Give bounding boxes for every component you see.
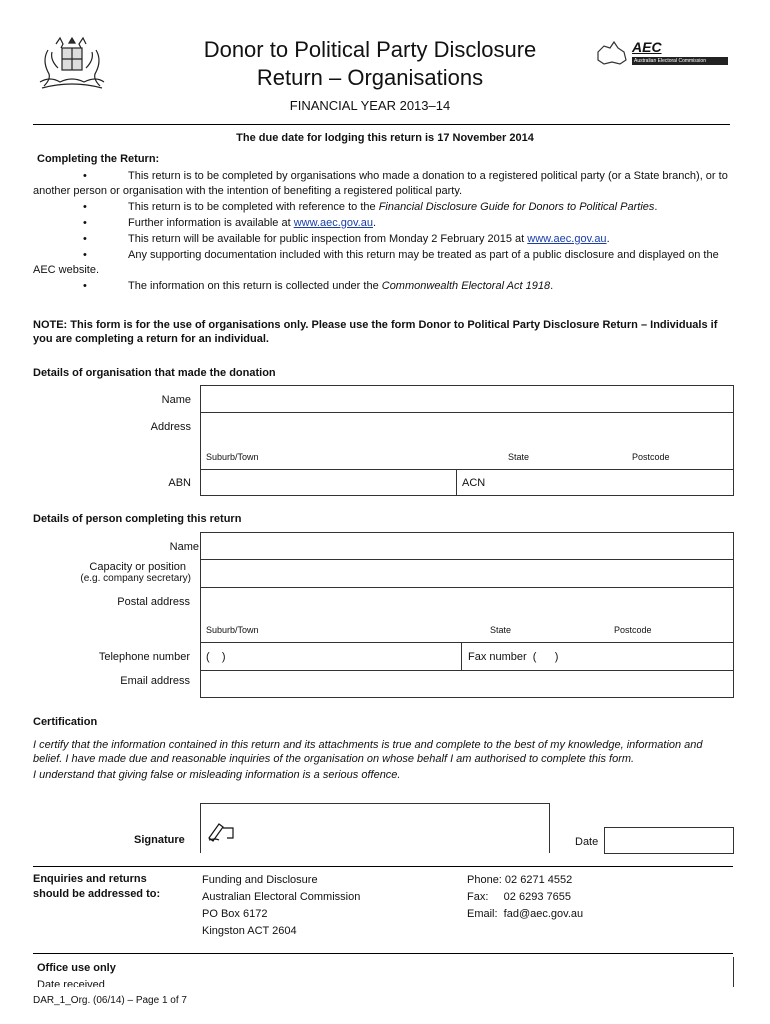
postal-address-block [202, 872, 360, 940]
instruction-text: Any supporting documentation included with this return may be treated as part of a public disclosure and displayed on the AEC website. [33, 249, 719, 276]
coat-of-arms-logo [34, 34, 110, 98]
enquiries-label-line: should be addressed to: [33, 888, 161, 900]
email-label: Email address [120, 675, 190, 687]
signature-label: Signature [134, 834, 185, 846]
abn-label: ABN [168, 477, 191, 489]
org-address-label: Address [150, 421, 191, 433]
aec-logo-text: AEC [632, 39, 662, 55]
fax-label: Fax number ( ) [468, 651, 559, 663]
signature-field[interactable] [200, 803, 550, 853]
offence-warning: I understand that giving false or misleading information is a serious offence. [33, 769, 401, 781]
org-state-label: State [508, 452, 530, 462]
address-line: Australian Electoral Commission [202, 891, 361, 903]
office-use-heading: Office use only [37, 962, 116, 974]
instruction-text: This return is to be completed by organisations who made a donation to a registered political party (or a State branch), or to another person or organisation with the intention of benefiting a registered political party. [33, 170, 728, 197]
telephone-field[interactable] [200, 642, 462, 671]
telephone-value: ( ) [206, 651, 226, 663]
contact-block [467, 872, 583, 923]
person-postcode-label: Postcode [614, 625, 652, 635]
form-title [150, 36, 590, 92]
org-section-heading: Details of organisation that made the donation [33, 367, 276, 379]
instruction-text: . [606, 233, 610, 245]
contact-email[interactable]: Email: fad@aec.gov.au [467, 908, 584, 920]
postal-address-label: Postal address [117, 596, 190, 608]
aec-website-link[interactable]: www.aec.gov.au [293, 217, 373, 229]
instruction-item: • Any supporting documentation included with this return may be treated as part of a public disclosure and displayed on the AEC website. [33, 249, 719, 276]
office-use-box [33, 957, 734, 987]
instruction-item: • The information on this return is collected under the Commonwealth Electoral Act 1918. [83, 280, 554, 292]
form-title-line1: Donor to Political Party Disclosure [203, 37, 537, 62]
instruction-item: • This return will be available for public inspection from Monday 2 February 2015 at www.aec.gov.au. [83, 233, 610, 245]
instruction-text: . [372, 217, 377, 229]
instruction-item: • This return is to be completed by organisations who made a donation to a registered political party (or a State branch), or to another person or organisation with the intention of benefiting a registered political party. [33, 170, 728, 197]
instruction-text: This return will be available for public inspection from Monday 2 February 2015 at [128, 233, 528, 245]
instruction-item: • Further information is available at www.aec.gov.au. [83, 217, 377, 229]
person-suburb-label: Suburb/Town [206, 625, 259, 635]
postal-address-field[interactable] [200, 587, 734, 643]
enquiries-label [33, 872, 160, 902]
instruction-text: . [654, 201, 658, 213]
contact-fax: Fax: 02 6293 7655 [467, 891, 571, 903]
acn-field[interactable] [456, 469, 734, 496]
act-title: Commonwealth Electoral Act 1918 [381, 280, 551, 292]
certification-statement [33, 738, 733, 782]
person-name-field[interactable] [200, 532, 734, 560]
enquiries-rule [33, 866, 733, 867]
aec-logo-subtext: Australian Electoral Commission [632, 57, 728, 65]
date-received-label: Date received [37, 979, 105, 987]
certification-text: I certify that the information contained in this return and its attachments is true and complete to the best of my knowledge, information and belief. I have made due and reasonable inquiries of the organisation on whose behalf I am authorised to complete this form. [33, 739, 703, 765]
capacity-hint: (e.g. company secretary) [80, 573, 191, 584]
certification-heading: Certification [33, 716, 98, 728]
instruction-text: . [550, 280, 554, 292]
date-field[interactable] [604, 827, 734, 854]
australia-map-icon [594, 40, 628, 66]
person-name-label: Name [169, 541, 199, 553]
due-date-notice: The due date for lodging this return is 17 November 2014 [236, 132, 534, 144]
org-name-label: Name [161, 394, 191, 406]
enquiries-label-line: Enquiries and returns [33, 873, 147, 885]
signature-pen-icon [207, 820, 241, 842]
aec-website-link[interactable]: www.aec.gov.au [527, 233, 607, 245]
date-label: Date [575, 836, 599, 848]
address-line: PO Box 6172 [202, 908, 268, 920]
instruction-text: Further information is available at [128, 217, 294, 229]
address-line: Funding and Disclosure [202, 874, 318, 886]
abn-field[interactable] [200, 469, 457, 496]
completing-heading: Completing the Return: [37, 153, 160, 165]
person-section-heading: Details of person completing this return [33, 513, 242, 525]
page-reference: DAR_1_Org. (06/14) – Page 1 of 7 [33, 995, 187, 1006]
acn-label: ACN [462, 477, 486, 489]
contact-phone: Phone: 02 6271 4552 [467, 874, 573, 886]
guide-title: Financial Disclosure Guide for Donors to Political Parties [378, 201, 655, 213]
capacity-label: Capacity or position [89, 561, 186, 573]
org-postcode-label: Postcode [632, 452, 670, 462]
instructions-list [33, 169, 733, 295]
form-title-line2: Return – Organisations [256, 65, 484, 90]
instruction-text: The information on this return is collected under the [128, 280, 382, 292]
org-suburb-label: Suburb/Town [206, 452, 259, 462]
capacity-field[interactable] [200, 559, 734, 588]
header-rule [33, 124, 730, 125]
instruction-item: • This return is to be completed with reference to the Financial Disclosure Guide for Donors to Political Parties. [83, 201, 658, 213]
aec-logo [594, 40, 730, 68]
instruction-text: This return is to be completed with reference to the [128, 201, 379, 213]
financial-year: FINANCIAL YEAR 2013–14 [289, 98, 451, 113]
org-name-field[interactable] [200, 385, 734, 413]
office-rule [33, 953, 733, 954]
email-field[interactable] [200, 670, 734, 698]
address-line: Kingston ACT 2604 [202, 925, 297, 937]
person-state-label: State [490, 625, 512, 635]
organisation-only-note: NOTE: This form is for the use of organisations only. Please use the form Donor to Political Party Disclosure Return – Individuals if you are completing a return for an individual. [33, 319, 718, 345]
telephone-label: Telephone number [98, 651, 190, 663]
